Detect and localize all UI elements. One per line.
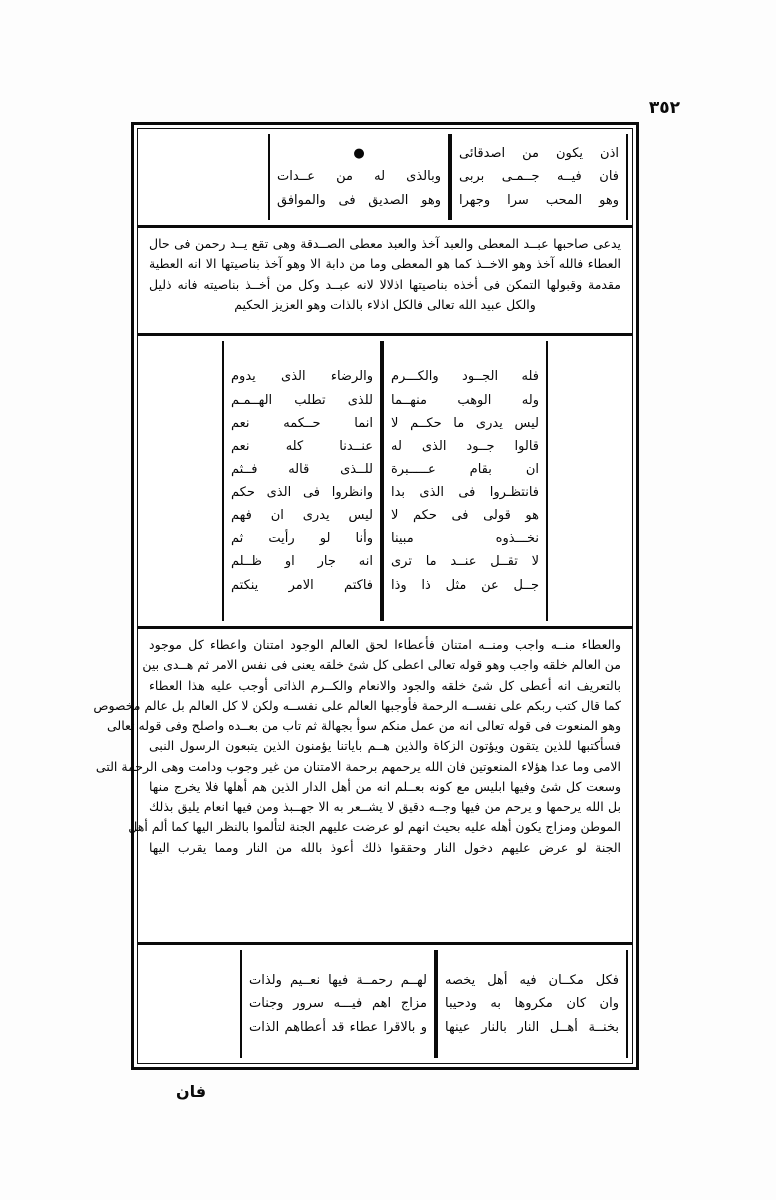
prose-line: والكل عبيد الله تعالى فالكل اذلاء بالذات وهو العزيز الحكيم (234, 296, 536, 312)
hemistich-right: لا تقــل عنــد ما ترى (391, 554, 539, 570)
hemistich-left: لهــم رحمــة فيها نعــيم ولذات (249, 973, 427, 989)
prose-block-main (93, 629, 632, 942)
hemistich-left: والرضاء الذى يدوم (231, 369, 373, 385)
hemistich-right: فان فيــه جــمـى بربى (459, 169, 619, 185)
hemistich-right: قالوا جــود الذى له (391, 438, 539, 454)
prose-line: الامى وما عدا هؤلاء المنعوتين فان الله يرحمهم برحمة الامتنان من غير وجوب ودامت وهى الرحمة التى (95, 758, 621, 774)
hemistich-right: فله الجــود والكـــرم (391, 369, 539, 385)
hemistich-right: وهو المحب سرا وجهرا (459, 192, 619, 208)
prose-line: مقدمة وقبولها التمكن فى أخذه بناصيتها اذلالا لانه عبــد وكل من أخــذ بناصيته فانه ذليل (149, 276, 621, 292)
hemistich-right: جــل عن مثل ذا وذا (391, 577, 539, 593)
prose-line: الموطن ومزاج يكون أهله عليه بحيث انهم لو عرضت عليهم الجنة لتألموا بالنظر اليها كما ألم أهل (128, 819, 621, 835)
hemistich-left: مزاج اهم فيـــه سرور وجنات (249, 996, 427, 1012)
hemistich-left: وانظروا فى الذى حكم (231, 485, 373, 500)
hemistich-right: وان كان مكروها به ودحيبا (445, 996, 619, 1012)
hemistich-right: اذن يكون من اصدقائى (459, 146, 619, 162)
verse-column-left-middle (222, 341, 382, 621)
prose-line: بالتعريف انه أعطى كل شئ خلقه والجود والانعام والكــرم الذاتى أوجب عليه هذا العطاء (149, 677, 621, 693)
prose-line: وسعت كل شئ وفيها ابليس مع كونه بعــلم انه من أهل الدار الذين هم أهلها فلا يخرج منها (149, 778, 621, 794)
hemistich-right: بخنــة أهــل النار بالنار عينها (445, 1019, 619, 1035)
prose-line: والعطاء منــه واجب ومنــه امتنان فأعطاءا لحق العالم الوجود امتنان واعطاء كل موجود (149, 637, 621, 652)
prose-line: بل الله يرحمها و يرحم من فيها وجــه دقيق لا يشــعر به الا جهــبذ ومن فيها انعام يليق بذلك (149, 799, 621, 814)
verse-margin-blank (142, 950, 240, 1058)
hemistich-right: وله الوهب منهــما (391, 392, 539, 408)
hemistich-left: فاكتم الامر ينكتم (231, 577, 373, 593)
prose-line: من العالم خلقه واجب وهو قوله تعالى اعطى كل شئ خلقه يعنى فى نفس الامر ثم هــدى بين (142, 657, 621, 673)
hemistich-right: فكل مكــان فيه أهل يخصه (445, 973, 619, 989)
hemistich-left: وهو الصديق فى والموافق (277, 192, 441, 208)
hemistich-left: للذى تطلب الهــمـم (231, 392, 373, 408)
prose-line: الجنة لو عرض عليهم دخول النار وحققوا ذلك أعوذ بالله من النار ومما يقرب اليها (149, 839, 621, 855)
hemistich-left: عنــدنا كله نعم (231, 438, 373, 454)
hemistich-right: فانتظـروا فى الذى بدا (391, 485, 539, 500)
hemistich-left: ليس يدرى ان فهم (231, 508, 373, 524)
verse-block-top (138, 129, 632, 225)
hemistich-right: هو قولى فى حكم لا (391, 508, 539, 524)
hemistich-left: و بالاقرا عطاء قد أعطاهم الذات (249, 1019, 427, 1035)
verse-column-right-bottom (436, 950, 628, 1058)
verse-block-bottom (138, 945, 632, 1063)
hemistich-left: انه جار او ظــلم (231, 554, 373, 570)
verse-column-left-bottom (240, 950, 436, 1058)
text-frame-inner-rule (93, 128, 633, 1064)
prose-line: يدعى صاحبها عبــد المعطى والعبد آخذ والعبد معطى الصــدقة وهى تقع يــد رحمن فى حال (149, 236, 621, 251)
hemistich-left: وأنا لو رأيت ثم (231, 531, 373, 547)
verse-margin-blank (142, 134, 268, 220)
hemistich-right: ان بقام عـــــبرة (391, 461, 539, 477)
verse-column-left-top (268, 134, 450, 220)
verse-margin-blank (548, 341, 628, 621)
hemistich-left: للــذى قاله فــثم (231, 461, 373, 477)
hemistich-left: انما حــكمه نعم (231, 415, 373, 431)
prose-line: وهو المنعوت فى قوله تعالى انه من عمل منكم سوأ بجهالة ثم تاب من بعــده واصلح وفى قوله تعالى (106, 718, 621, 733)
verse-block-middle (138, 336, 632, 626)
hemistich-right: نخـــذوه مبينا (391, 531, 539, 547)
verse-column-right-middle (382, 341, 548, 621)
ornament-dot: ● (353, 146, 365, 162)
prose-line: فسأكتبها للذين يتقون ويؤتون الزكاة والذين هــم باياتنا يؤمنون الذين يتبعون الرسول النبى (149, 738, 621, 754)
prose-block-top (138, 228, 632, 333)
catchword: فان (176, 1082, 207, 1101)
verse-margin-blank (142, 341, 222, 621)
folio-number: ٣٥٢ (648, 98, 680, 118)
hemistich-right: ليس يدرى ما حكــم لا (391, 415, 539, 431)
hemistich-left: وبالذى له من عــدات (277, 169, 441, 185)
text-frame-outer-rule (93, 122, 639, 1070)
prose-line: كما قال كتب ربكم على نفســه الرحمة فأوجبها العالم على نفســه ولكن لا كل العالم بل عالم مخصوص (93, 697, 621, 713)
verse-column-right-top (450, 134, 628, 220)
prose-line: العطاء فالله آخذ وهو الاخــذ كما هو المعطى وما من دابة الا وهو آخذ بناصيتها الا انه العطية (149, 256, 621, 272)
